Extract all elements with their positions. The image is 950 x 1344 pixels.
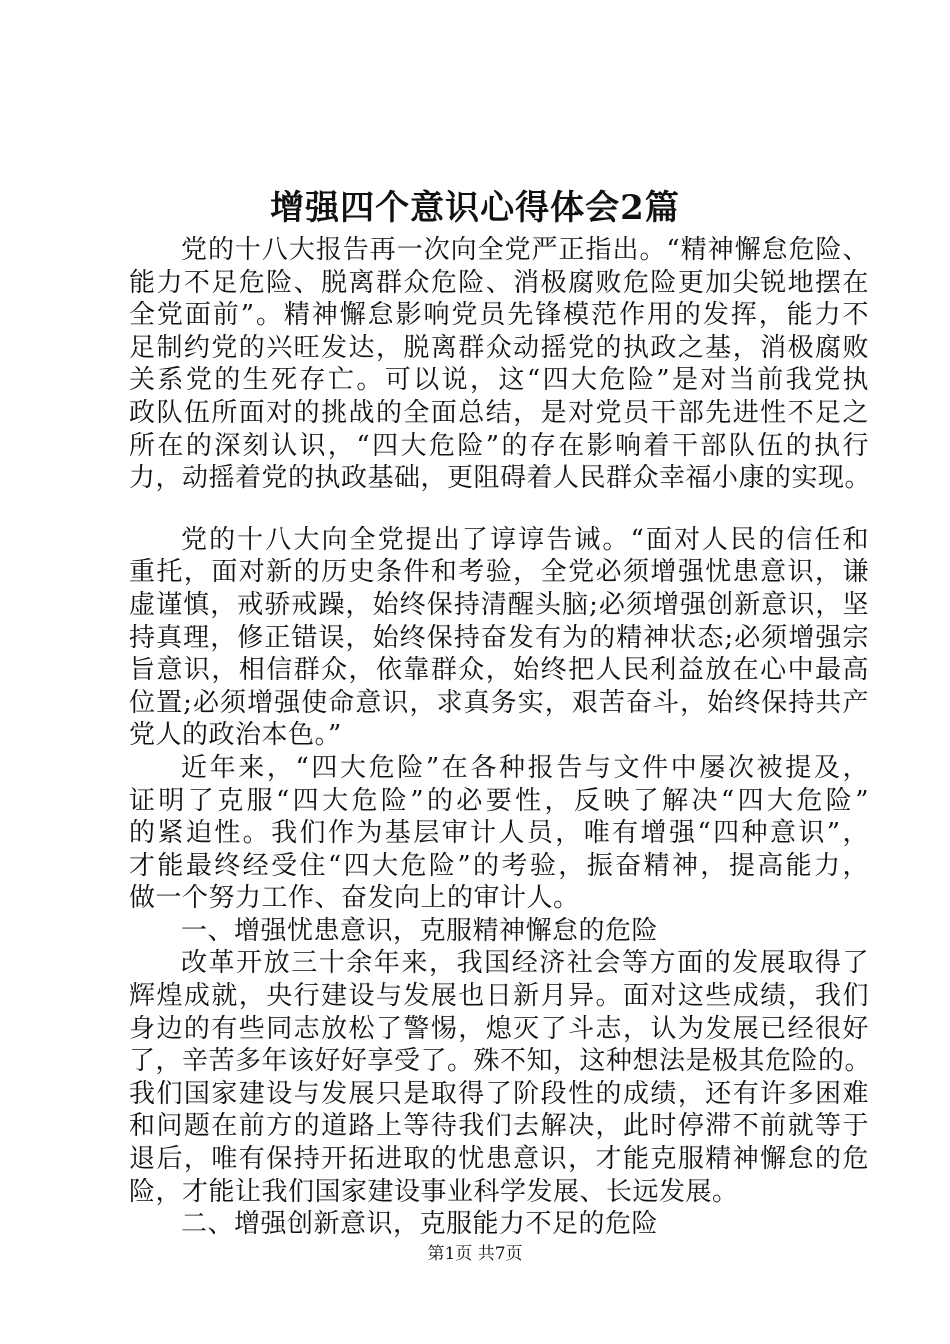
body-line: 全党面前”。精神懈怠影响党员先锋模范作用的发挥，能力不 — [129, 300, 869, 331]
body-line: 重托，面对新的历史条件和考验，全党必须增强忧患意识，谦 — [129, 557, 869, 588]
body-line: 做一个努力工作、奋发向上的审计人。 — [129, 883, 580, 914]
body-line: 了，辛苦多年该好好享受了。殊不知，这种想法是极其危险的。 — [129, 1046, 872, 1077]
body-line: 旨意识，相信群众，依靠群众，始终把人民利益放在心中最高 — [129, 655, 869, 686]
body-line: 的紧迫性。我们作为基层审计人员，唯有增强“四种意识”， — [129, 818, 869, 849]
body-line: 足制约党的兴旺发达，脱离群众动摇党的执政之基，消极腐败 — [129, 332, 869, 363]
section-heading: 二、增强创新意识，克服能力不足的危险 — [181, 1209, 659, 1240]
body-line: 党的十八大报告再一次向全党严正指出。“精神懈怠危险、 — [181, 235, 869, 265]
body-line: 持真理，修正错误，始终保持奋发有为的精神状态;必须增强宗 — [129, 622, 869, 653]
section-heading: 一、增强忧患意识，克服精神懈怠的危险 — [181, 915, 659, 946]
body-line: 身边的有些同志放松了警惕，熄灭了斗志，认为发展已经很好 — [129, 1013, 869, 1044]
body-line: 党的十八大向全党提出了谆谆告诫。“面对人民的信任和 — [181, 524, 869, 555]
body-line: 辉煌成就，央行建设与发展也日新月异。面对这些成绩，我们 — [129, 981, 869, 1012]
body-line: 退后，唯有保持开拓进取的忧患意识，才能克服精神懈怠的危 — [129, 1144, 869, 1175]
body-line: 力，动摇着党的执政基础，更阻碍着人民群众幸福小康的实现。 — [129, 463, 872, 494]
body-line: 改革开放三十余年来，我国经济社会等方面的发展取得了 — [181, 948, 869, 979]
body-line: 虚谨慎，戒骄戒躁，始终保持清醒头脑;必须增强创新意识，坚 — [129, 589, 869, 620]
document-title: 增强四个意识心得体会2篇 — [270, 188, 680, 228]
body-line: 位置;必须增强使命意识，求真务实，艰苦奋斗，始终保持共产 — [129, 687, 869, 718]
body-line: 能力不足危险、脱离群众危险、消极腐败危险更加尖锐地摆在 — [129, 267, 869, 298]
body-line: 和问题在前方的道路上等待我们去解决，此时停滞不前就等于 — [129, 1111, 869, 1142]
body-line: 证明了克服“四大危险”的必要性，反映了解决“四大危险” — [129, 785, 869, 816]
body-line: 才能最终经受住“四大危险”的考验，振奋精神，提高能力， — [129, 850, 869, 881]
body-line: 险，才能让我们国家建设事业科学发展、长远发展。 — [129, 1176, 739, 1207]
page-number: 第1页 共7页 — [427, 1244, 523, 1264]
body-line: 关系党的生死存亡。可以说，这“四大危险”是对当前我党执 — [129, 365, 869, 396]
body-line: 政队伍所面对的挑战的全面总结，是对党员干部先进性不足之 — [129, 397, 869, 428]
document-body — [129, 234, 872, 1241]
paragraph-gap — [129, 495, 869, 524]
body-line: 近年来，“四大危险”在各种报告与文件中屡次被提及， — [181, 752, 869, 783]
body-line: 党人的政治本色。” — [129, 720, 342, 751]
body-line: 我们国家建设与发展只是取得了阶段性的成绩，还有许多困难 — [129, 1078, 869, 1109]
body-line: 所在的深刻认识，“四大危险”的存在影响着干部队伍的执行 — [129, 430, 869, 461]
